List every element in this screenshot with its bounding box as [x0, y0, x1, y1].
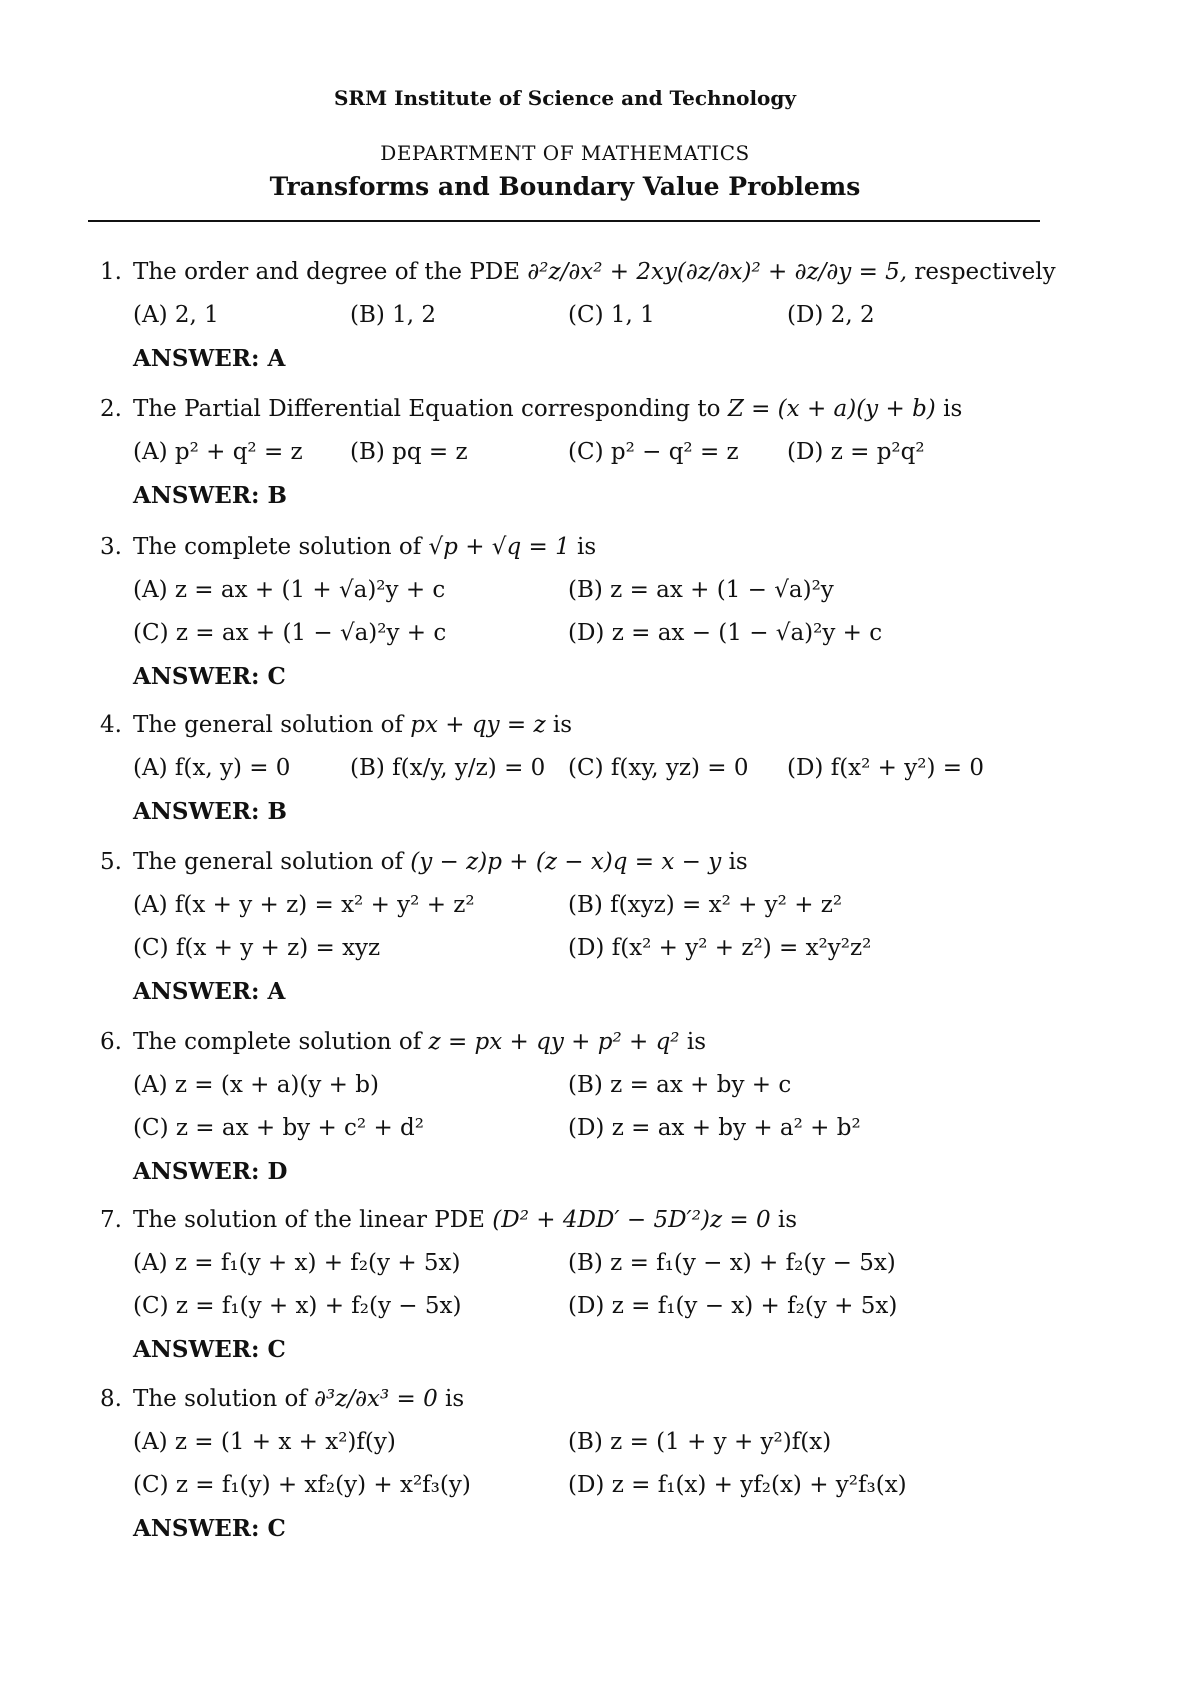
answer-key: ANSWER: C: [133, 1515, 286, 1542]
question-suffix: respectively: [907, 259, 1056, 285]
question-prompt: The general solution of: [133, 849, 411, 875]
header-divider: [88, 220, 1040, 222]
question-suffix: is: [545, 712, 573, 738]
question-text: [133, 251, 1056, 294]
option-c: (C) z = ax + (1 − √a)²y + c: [133, 620, 447, 646]
question-text: [133, 526, 596, 569]
option-a: (A) f(x, y) = 0: [133, 755, 291, 781]
option-a: (A) 2, 1: [133, 302, 219, 328]
options-row: [100, 431, 1060, 474]
answer-key: ANSWER: A: [133, 345, 286, 372]
answer-line: [100, 337, 1060, 380]
question-expression: z = px + qy + p² + q²: [428, 1029, 680, 1055]
options-row: [100, 1242, 1060, 1285]
question-suffix: is: [770, 1207, 798, 1233]
question-stem-line: [100, 841, 1060, 884]
question-expression: (D² + 4DD′ − 5D′²)z = 0: [492, 1207, 771, 1233]
answer-line: [100, 970, 1060, 1013]
question-7: [100, 1199, 1060, 1371]
question-stem-line: [100, 388, 1060, 431]
question-text: [133, 704, 572, 747]
options-row: [100, 1285, 1060, 1328]
department-name: DEPARTMENT OF MATHEMATICS: [380, 141, 750, 165]
question-number: 7.: [100, 1207, 122, 1233]
question-expression: ∂²z/∂x² + 2xy(∂z/∂x)² + ∂z/∂y = 5,: [527, 259, 908, 285]
answer-line: [100, 1507, 1060, 1550]
answer-key: ANSWER: A: [133, 978, 286, 1005]
option-b: (B) z = f₁(y − x) + f₂(y − 5x): [568, 1250, 896, 1276]
course-title: Transforms and Boundary Value Problems: [269, 172, 861, 201]
option-c: (C) z = f₁(y) + xf₂(y) + x²f₃(y): [133, 1472, 471, 1498]
option-a: (A) z = f₁(y + x) + f₂(y + 5x): [133, 1250, 461, 1276]
option-b: (B) z = ax + by + c: [568, 1072, 792, 1098]
option-a: (A) z = ax + (1 + √a)²y + c: [133, 577, 446, 603]
option-b: (B) f(x/y, y/z) = 0: [350, 755, 546, 781]
answer-line: [100, 655, 1060, 698]
option-a: (A) z = (1 + x + x²)f(y): [133, 1429, 396, 1455]
question-prompt: The solution of: [133, 1386, 315, 1412]
question-8: [100, 1378, 1060, 1550]
question-suffix: is: [569, 534, 597, 560]
question-number: 4.: [100, 712, 122, 738]
question-expression: px + qy = z: [410, 712, 546, 738]
question-expression: (y − z)p + (z − x)q = x − y: [410, 849, 722, 875]
question-expression: √p + √q = 1: [428, 534, 570, 560]
question-prompt: The complete solution of: [133, 1029, 429, 1055]
question-text: [133, 1199, 797, 1242]
options-row: [100, 927, 1060, 970]
institute-name: SRM Institute of Science and Technology: [333, 86, 797, 110]
option-a: (A) f(x + y + z) = x² + y² + z²: [133, 892, 475, 918]
question-suffix: is: [679, 1029, 707, 1055]
question-number: 8.: [100, 1386, 122, 1412]
option-c: (C) 1, 1: [568, 302, 655, 328]
answer-key: ANSWER: B: [133, 798, 287, 825]
question-expression: Z = (x + a)(y + b): [727, 396, 936, 422]
question-text: [133, 1021, 706, 1064]
option-b: (B) pq = z: [350, 439, 468, 465]
question-stem-line: [100, 251, 1060, 294]
question-prompt: The Partial Differential Equation corresponding to: [133, 396, 728, 422]
answer-line: [100, 1150, 1060, 1193]
question-text: [133, 388, 962, 431]
option-d: (D) z = f₁(y − x) + f₂(y + 5x): [568, 1293, 898, 1319]
options-row: [100, 747, 1060, 790]
answer-line: [100, 1328, 1060, 1371]
option-c: (C) f(xy, yz) = 0: [568, 755, 749, 781]
options-row: [100, 884, 1060, 927]
question-2: [100, 388, 1060, 517]
question-number: 1.: [100, 259, 122, 285]
option-d: (D) z = p²q²: [787, 439, 925, 465]
question-suffix: is: [935, 396, 963, 422]
question-suffix: is: [721, 849, 748, 875]
options-row: [100, 569, 1060, 612]
question-text: [133, 1378, 464, 1421]
question-expression: ∂³z/∂x³ = 0: [314, 1386, 438, 1412]
question-3: [100, 526, 1060, 698]
option-b: (B) z = ax + (1 − √a)²y: [568, 577, 834, 603]
option-d: (D) z = ax + by + a² + b²: [568, 1115, 861, 1141]
question-stem-line: [100, 1199, 1060, 1242]
option-d: (D) 2, 2: [787, 302, 875, 328]
question-stem-line: [100, 704, 1060, 747]
option-b: (B) z = (1 + y + y²)f(x): [568, 1429, 832, 1455]
question-stem-line: [100, 526, 1060, 569]
question-text: [133, 841, 748, 884]
answer-line: [100, 474, 1060, 517]
question-number: 2.: [100, 396, 122, 422]
question-prompt: The complete solution of: [133, 534, 429, 560]
question-number: 3.: [100, 534, 122, 560]
option-b: (B) 1, 2: [350, 302, 437, 328]
answer-key: ANSWER: C: [133, 663, 286, 690]
options-row: [100, 612, 1060, 655]
option-c: (C) z = f₁(y + x) + f₂(y − 5x): [133, 1293, 462, 1319]
answer-line: [100, 790, 1060, 833]
option-a: (A) z = (x + a)(y + b): [133, 1072, 379, 1098]
question-6: [100, 1021, 1060, 1193]
option-d: (D) f(x² + y²) = 0: [787, 755, 984, 781]
option-d: (D) z = ax − (1 − √a)²y + c: [568, 620, 883, 646]
answer-key: ANSWER: C: [133, 1336, 286, 1363]
question-5: [100, 841, 1060, 1013]
option-c: (C) f(x + y + z) = xyz: [133, 935, 381, 961]
options-row: [100, 1464, 1060, 1507]
option-d: (D) f(x² + y² + z²) = x²y²z²: [568, 935, 872, 961]
question-number: 5.: [100, 849, 122, 875]
options-row: [100, 1064, 1060, 1107]
option-c: (C) p² − q² = z: [568, 439, 739, 465]
question-prompt: The solution of the linear PDE: [133, 1207, 493, 1233]
option-d: (D) z = f₁(x) + yf₂(x) + y²f₃(x): [568, 1472, 907, 1498]
option-c: (C) z = ax + by + c² + d²: [133, 1115, 424, 1141]
answer-key: ANSWER: D: [133, 1158, 288, 1185]
question-prompt: The general solution of: [133, 712, 411, 738]
option-a: (A) p² + q² = z: [133, 439, 303, 465]
question-1: [100, 251, 1060, 380]
question-prompt: The order and degree of the PDE: [133, 259, 528, 285]
question-number: 6.: [100, 1029, 122, 1055]
options-row: [100, 1107, 1060, 1150]
option-b: (B) f(xyz) = x² + y² + z²: [568, 892, 843, 918]
options-row: [100, 294, 1060, 337]
question-suffix: is: [437, 1386, 465, 1412]
options-row: [100, 1421, 1060, 1464]
question-stem-line: [100, 1021, 1060, 1064]
answer-key: ANSWER: B: [133, 482, 287, 509]
question-4: [100, 704, 1060, 833]
question-stem-line: [100, 1378, 1060, 1421]
